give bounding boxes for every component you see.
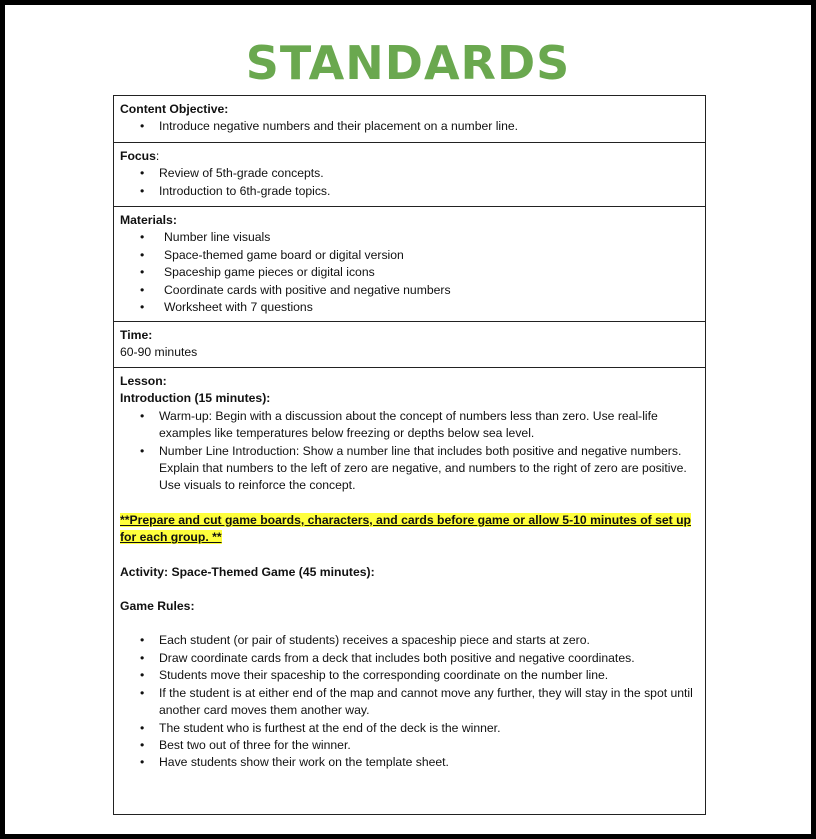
time-label: Time: xyxy=(120,328,153,342)
list-item: • Have students show their work on the template sheet. xyxy=(120,754,699,771)
spacer xyxy=(120,615,699,632)
spacer xyxy=(120,495,699,512)
setup-note xyxy=(120,512,699,547)
focus-label-wrap xyxy=(120,148,699,165)
materials-list xyxy=(120,229,699,316)
content-objective-label: Content Objective: xyxy=(120,102,229,116)
page-title: STANDARDS xyxy=(245,36,571,90)
list-item: • Coordinate cards with positive and negative numbers xyxy=(120,282,699,299)
list-item: • Best two out of three for the winner. xyxy=(120,737,699,754)
list-item: • Space-themed game board or digital version xyxy=(120,247,699,264)
lesson-section xyxy=(114,368,705,775)
list-item: • Draw coordinate cards from a deck that includes both positive and negative coordinates. xyxy=(120,650,699,667)
list-item: • Worksheet with 7 questions xyxy=(120,299,699,316)
introduction-heading: Introduction (15 minutes): xyxy=(120,391,271,406)
list-item: • The student who is furthest at the end of the deck is the winner. xyxy=(120,720,699,737)
setup-note-text: **Prepare and cut game boards, characters, and cards before game or allow 5-10 minutes of set up for each group. ** xyxy=(120,512,691,545)
lesson-label: Lesson: xyxy=(120,374,167,388)
game-rules-heading: Game Rules: xyxy=(120,599,195,614)
time-value: 60-90 minutes xyxy=(120,345,198,360)
standards-table xyxy=(113,95,706,815)
materials-label: Materials: xyxy=(120,213,177,227)
list-item: • Introduction to 6th-grade topics. xyxy=(120,183,699,200)
content-objective-section xyxy=(114,96,705,143)
list-item: • Introduce negative numbers and their placement on a number line. xyxy=(120,118,699,135)
game-rules-list xyxy=(120,632,699,771)
focus-label: Focus xyxy=(120,149,156,163)
materials-section xyxy=(114,207,705,322)
list-item: • Warm-up: Begin with a discussion about the concept of numbers less than zero. Use real-life examples like temperatures below freezing or depths below sea level. xyxy=(120,408,699,443)
focus-colon: : xyxy=(155,149,160,163)
list-item: • If the student is at either end of the map and cannot move any further, they will stay in the spot until another card moves them another way. xyxy=(120,685,699,720)
list-item: • Number line visuals xyxy=(120,229,699,246)
list-item: • Number Line Introduction: Show a number line that includes both positive and negative numbers. Explain that numbers to the left of zero are negative, and numbers to the right of zero are positive. Use visuals to reinforce the concept. xyxy=(120,443,699,495)
introduction-list xyxy=(120,408,699,495)
focus-list xyxy=(120,165,699,200)
list-item: • Students move their spaceship to the corresponding coordinate on the number line. xyxy=(120,667,699,684)
spacer xyxy=(120,547,699,564)
focus-section xyxy=(114,143,705,207)
content-objective-list xyxy=(120,118,699,135)
activity-heading: Activity: Space-Themed Game (45 minutes): xyxy=(120,564,375,579)
spacer xyxy=(120,581,699,598)
time-section xyxy=(114,322,705,368)
list-item: • Spaceship game pieces or digital icons xyxy=(120,264,699,281)
list-item: • Review of 5th-grade concepts. xyxy=(120,165,699,182)
list-item: • Each student (or pair of students) receives a spaceship piece and starts at zero. xyxy=(120,632,699,649)
